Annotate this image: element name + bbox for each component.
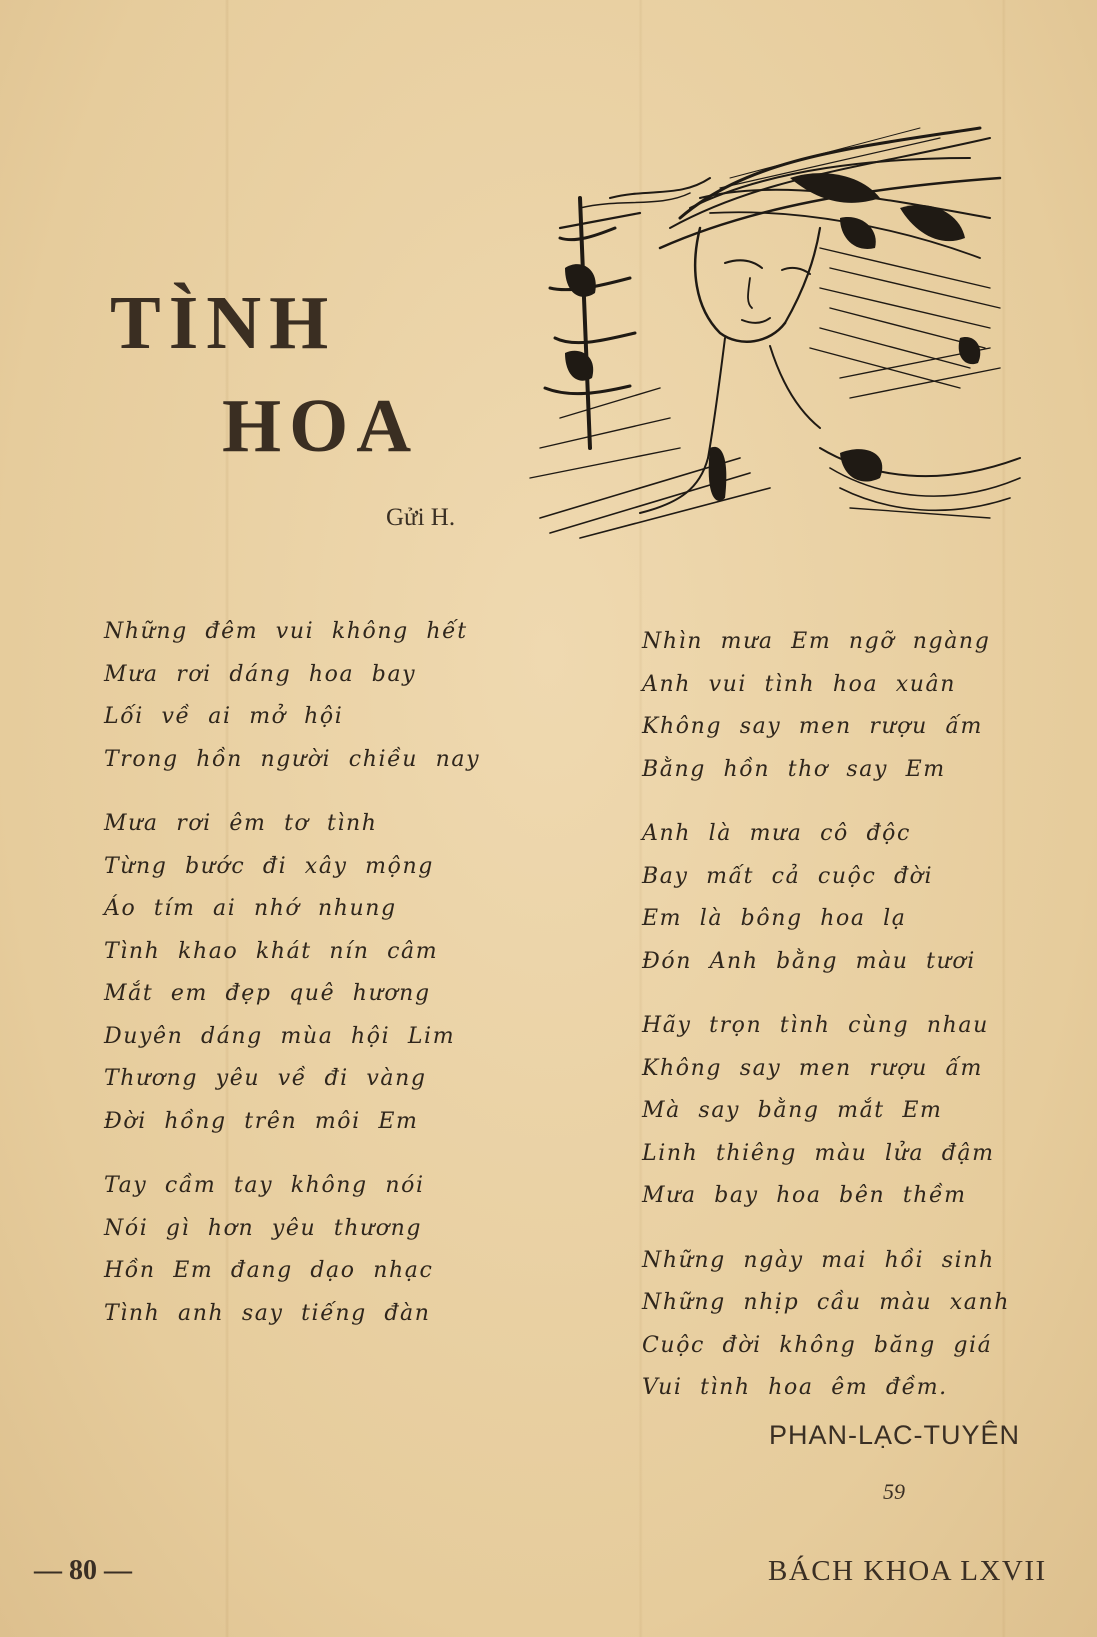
poem-line: Không say men rượu ấm xyxy=(642,714,984,739)
poem-line: Những đêm vui không hết xyxy=(104,619,468,644)
poem-line: Cuộc đời không băng giá xyxy=(642,1332,993,1358)
poem-title-line-2: HOA xyxy=(222,384,420,468)
poem-line: Không say men rượu ấm xyxy=(642,1055,984,1081)
page-number: — 80 — xyxy=(34,1555,132,1586)
dedication: Gửi H. xyxy=(386,504,456,531)
poem-left-column xyxy=(104,611,480,1357)
poem-line: Những ngày mai hồi sinh xyxy=(642,1247,995,1273)
poem-line: Bằng hồn thơ say Em xyxy=(642,756,946,782)
poem-line: Anh vui tình hoa xuân xyxy=(642,671,957,697)
poem-line: Lối về ai mở hội xyxy=(104,704,344,729)
poem-line: Từng bước đi xây mộng xyxy=(104,853,434,879)
poem-line: Tay cầm tay không nói xyxy=(104,1173,425,1198)
poem-line: Tình anh say tiếng đàn xyxy=(104,1300,431,1326)
poem-year: 59 xyxy=(883,1479,905,1504)
poem-line: Mưa rơi êm tơ tình xyxy=(104,811,378,836)
poem-line: Trong hồn người chiều nay xyxy=(104,746,481,772)
poem-line: Bay mất cả cuộc đời xyxy=(642,863,934,889)
poem-stanza xyxy=(642,813,1010,983)
poem-line: Nói gì hơn yêu thương xyxy=(104,1215,423,1241)
poem-line: Duyên dáng mùa hội Lim xyxy=(104,1023,456,1049)
poem-line: Mà say bằng mắt Em xyxy=(642,1098,943,1123)
journal-issue: BÁCH KHOA LXVII xyxy=(768,1555,1047,1587)
sketch-woman-portrait-icon xyxy=(520,118,1038,546)
poem-title-line-1: TÌNH xyxy=(110,281,337,365)
poem-line: Tình khao khát nín câm xyxy=(104,938,439,964)
poem-stanza xyxy=(642,621,1010,791)
poem-line: Thương yêu về đi vàng xyxy=(104,1066,427,1091)
poem-line: Mưa rơi dáng hoa bay xyxy=(104,661,417,687)
poem-stanza xyxy=(642,1240,1010,1410)
poem-stanza xyxy=(642,1005,1010,1218)
poem-line: Hồn Em đang dạo nhạc xyxy=(104,1258,434,1283)
poem-line: Đời hồng trên môi Em xyxy=(104,1108,419,1134)
poem-stanza xyxy=(104,611,480,781)
poem-line: Em là bông hoa lạ xyxy=(642,906,907,931)
author-name: PHAN-LẠC-TUYÊN xyxy=(769,1420,1021,1450)
poem-stanza xyxy=(104,803,480,1143)
poem-line: Hãy trọn tình cùng nhau xyxy=(642,1013,989,1038)
poem-line: Mắt em đẹp quê hương xyxy=(104,981,431,1006)
poem-line: Những nhịp cầu màu xanh xyxy=(642,1290,1011,1315)
poem-stanza xyxy=(104,1165,480,1335)
poem-line: Áo tím ai nhớ nhung xyxy=(104,896,397,921)
poem-line: Vui tình hoa êm đềm. xyxy=(642,1375,948,1400)
poem-line: Nhìn mưa Em ngỡ ngàng xyxy=(642,629,991,654)
poem-line: Đón Anh bằng màu tươi xyxy=(642,948,976,974)
poem-line: Mưa bay hoa bên thềm xyxy=(642,1183,967,1208)
poem-line: Anh là mưa cô độc xyxy=(642,821,911,846)
poem-right-column xyxy=(642,621,1010,1432)
poem-line: Linh thiêng màu lửa đậm xyxy=(642,1140,995,1166)
